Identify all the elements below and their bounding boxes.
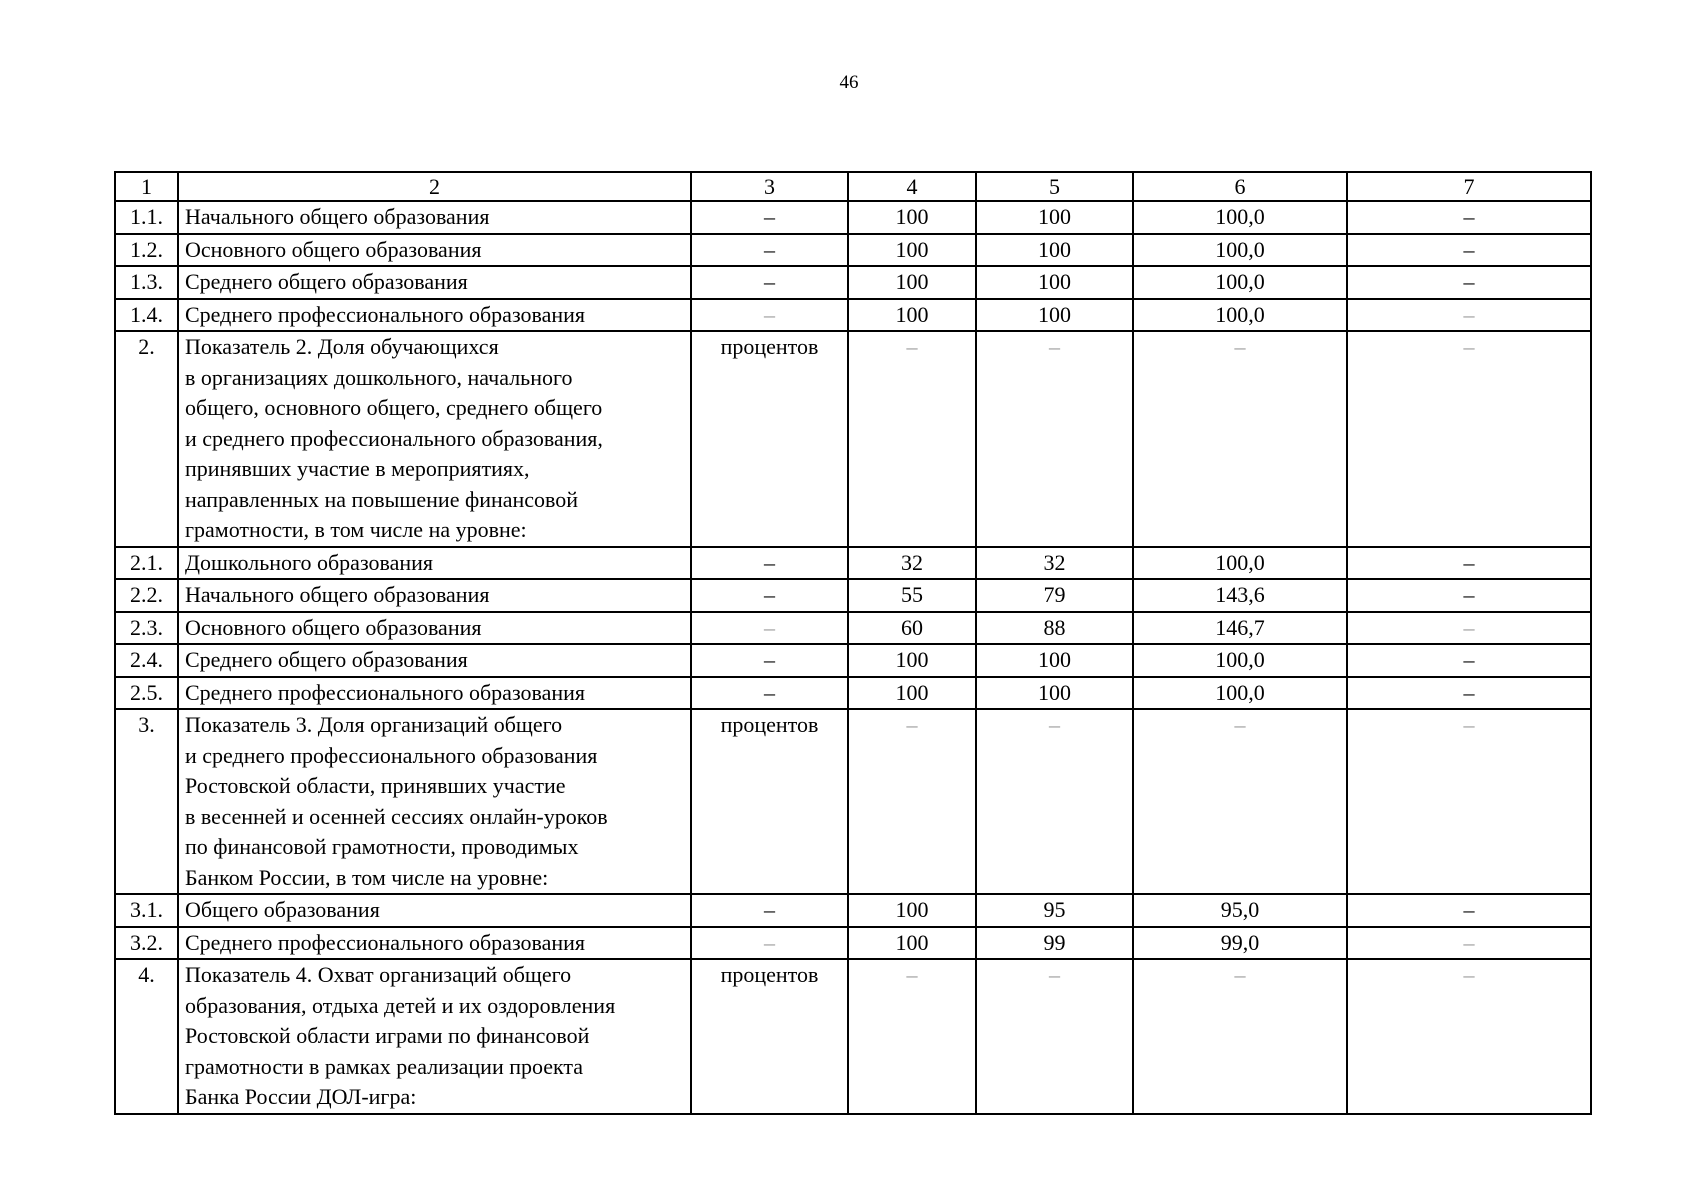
column-header: 5 [976, 172, 1133, 201]
row-value-col4: – [848, 331, 976, 547]
table-row [115, 677, 1591, 710]
header-row [115, 172, 1591, 201]
column-header: 3 [691, 172, 848, 201]
row-unit: процентов [691, 959, 848, 1114]
row-value-col6: 99,0 [1133, 927, 1347, 960]
row-description: Среднего профессионального образования [178, 677, 691, 710]
row-value-col5: 100 [976, 201, 1133, 234]
row-unit: – [691, 644, 848, 677]
row-value-col5: 32 [976, 547, 1133, 580]
table-row [115, 266, 1591, 299]
row-number: 2.5. [115, 677, 178, 710]
row-value-col5: 100 [976, 644, 1133, 677]
table-row [115, 579, 1591, 612]
indicators-table [114, 171, 1592, 1115]
table-row [115, 331, 1591, 547]
row-value-col7: – [1347, 612, 1591, 645]
row-value-col6: 143,6 [1133, 579, 1347, 612]
row-value-col6: 100,0 [1133, 547, 1347, 580]
row-description: Показатель 4. Охват организаций общего образования, отдыха детей и их оздоровления Ростовской области играми по финансовой грамотности в рамках реализации проекта Банка России ДОЛ-игра: [178, 959, 691, 1114]
row-description: Начального общего образования [178, 579, 691, 612]
row-value-col4: – [848, 959, 976, 1114]
row-value-col5: 100 [976, 266, 1133, 299]
table-row [115, 612, 1591, 645]
row-value-col6: 146,7 [1133, 612, 1347, 645]
row-number: 3. [115, 709, 178, 894]
row-number: 1.2. [115, 234, 178, 267]
row-unit: – [691, 234, 848, 267]
row-value-col5: 100 [976, 677, 1133, 710]
row-value-col5: 88 [976, 612, 1133, 645]
row-unit: – [691, 201, 848, 234]
table-row [115, 927, 1591, 960]
row-number: 1.4. [115, 299, 178, 332]
row-number: 3.1. [115, 894, 178, 927]
row-value-col7: – [1347, 234, 1591, 267]
row-description: Среднего профессионального образования [178, 927, 691, 960]
row-description: Среднего профессионального образования [178, 299, 691, 332]
row-number: 3.2. [115, 927, 178, 960]
row-value-col6: 100,0 [1133, 644, 1347, 677]
table-body [115, 172, 1591, 1114]
row-value-col5: – [976, 959, 1133, 1114]
row-value-col4: 100 [848, 644, 976, 677]
table-row [115, 299, 1591, 332]
row-value-col7: – [1347, 299, 1591, 332]
row-value-col7: – [1347, 331, 1591, 547]
row-unit: – [691, 612, 848, 645]
row-description: Среднего общего образования [178, 266, 691, 299]
column-header: 4 [848, 172, 976, 201]
row-value-col7: – [1347, 709, 1591, 894]
row-value-col4: 100 [848, 266, 976, 299]
table-row [115, 894, 1591, 927]
row-unit: – [691, 927, 848, 960]
column-header: 6 [1133, 172, 1347, 201]
table-row [115, 959, 1591, 1114]
row-value-col5: 99 [976, 927, 1133, 960]
row-description: Дошкольного образования [178, 547, 691, 580]
row-value-col5: 79 [976, 579, 1133, 612]
row-value-col7: – [1347, 927, 1591, 960]
row-value-col4: 100 [848, 927, 976, 960]
row-value-col6: 95,0 [1133, 894, 1347, 927]
row-unit: – [691, 266, 848, 299]
row-description: Основного общего образования [178, 612, 691, 645]
row-value-col5: – [976, 331, 1133, 547]
row-value-col6: – [1133, 709, 1347, 894]
row-value-col7: – [1347, 266, 1591, 299]
row-value-col7: – [1347, 579, 1591, 612]
row-value-col5: 100 [976, 234, 1133, 267]
row-value-col4: 100 [848, 894, 976, 927]
row-value-col4: 100 [848, 201, 976, 234]
row-number: 2.4. [115, 644, 178, 677]
row-unit: процентов [691, 709, 848, 894]
row-value-col6: 100,0 [1133, 201, 1347, 234]
row-number: 1.3. [115, 266, 178, 299]
row-value-col7: – [1347, 677, 1591, 710]
row-description: Начального общего образования [178, 201, 691, 234]
row-number: 1.1. [115, 201, 178, 234]
row-description: Основного общего образования [178, 234, 691, 267]
row-description: Показатель 3. Доля организаций общего и среднего профессионального образования Ростовской области, принявших участие в весенней и осенней сессиях онлайн-уроков по финансовой грамотности, проводимых Банком России, в том числе на уровне: [178, 709, 691, 894]
column-header: 2 [178, 172, 691, 201]
page-number: 46 [839, 72, 859, 93]
row-unit: – [691, 299, 848, 332]
row-value-col4: 32 [848, 547, 976, 580]
table-row [115, 644, 1591, 677]
row-value-col4: 55 [848, 579, 976, 612]
column-header: 1 [115, 172, 178, 201]
row-value-col7: – [1347, 547, 1591, 580]
row-value-col5: 95 [976, 894, 1133, 927]
row-number: 2.2. [115, 579, 178, 612]
row-value-col4: – [848, 709, 976, 894]
column-header: 7 [1347, 172, 1591, 201]
row-description: Общего образования [178, 894, 691, 927]
row-value-col6: – [1133, 331, 1347, 547]
row-value-col5: – [976, 709, 1133, 894]
row-description: Среднего общего образования [178, 644, 691, 677]
row-value-col7: – [1347, 959, 1591, 1114]
row-value-col7: – [1347, 894, 1591, 927]
table-row [115, 201, 1591, 234]
table-row [115, 234, 1591, 267]
row-unit: процентов [691, 331, 848, 547]
row-value-col4: 100 [848, 299, 976, 332]
row-description: Показатель 2. Доля обучающихся в организациях дошкольного, начального общего, основного общего, среднего общего и среднего профессионального образования, принявших участие в мероприятиях, направленных на повышение финансовой грамотности, в том числе на уровне: [178, 331, 691, 547]
row-value-col5: 100 [976, 299, 1133, 332]
row-number: 2.1. [115, 547, 178, 580]
row-value-col6: 100,0 [1133, 266, 1347, 299]
row-number: 2. [115, 331, 178, 547]
row-unit: – [691, 547, 848, 580]
row-value-col7: – [1347, 644, 1591, 677]
row-value-col4: 100 [848, 234, 976, 267]
row-unit: – [691, 579, 848, 612]
row-unit: – [691, 677, 848, 710]
table-row [115, 709, 1591, 894]
row-value-col4: 100 [848, 677, 976, 710]
row-unit: – [691, 894, 848, 927]
row-value-col6: 100,0 [1133, 299, 1347, 332]
row-value-col6: 100,0 [1133, 234, 1347, 267]
row-value-col6: 100,0 [1133, 677, 1347, 710]
row-number: 4. [115, 959, 178, 1114]
row-number: 2.3. [115, 612, 178, 645]
row-value-col4: 60 [848, 612, 976, 645]
row-value-col7: – [1347, 201, 1591, 234]
table-row [115, 547, 1591, 580]
row-value-col6: – [1133, 959, 1347, 1114]
